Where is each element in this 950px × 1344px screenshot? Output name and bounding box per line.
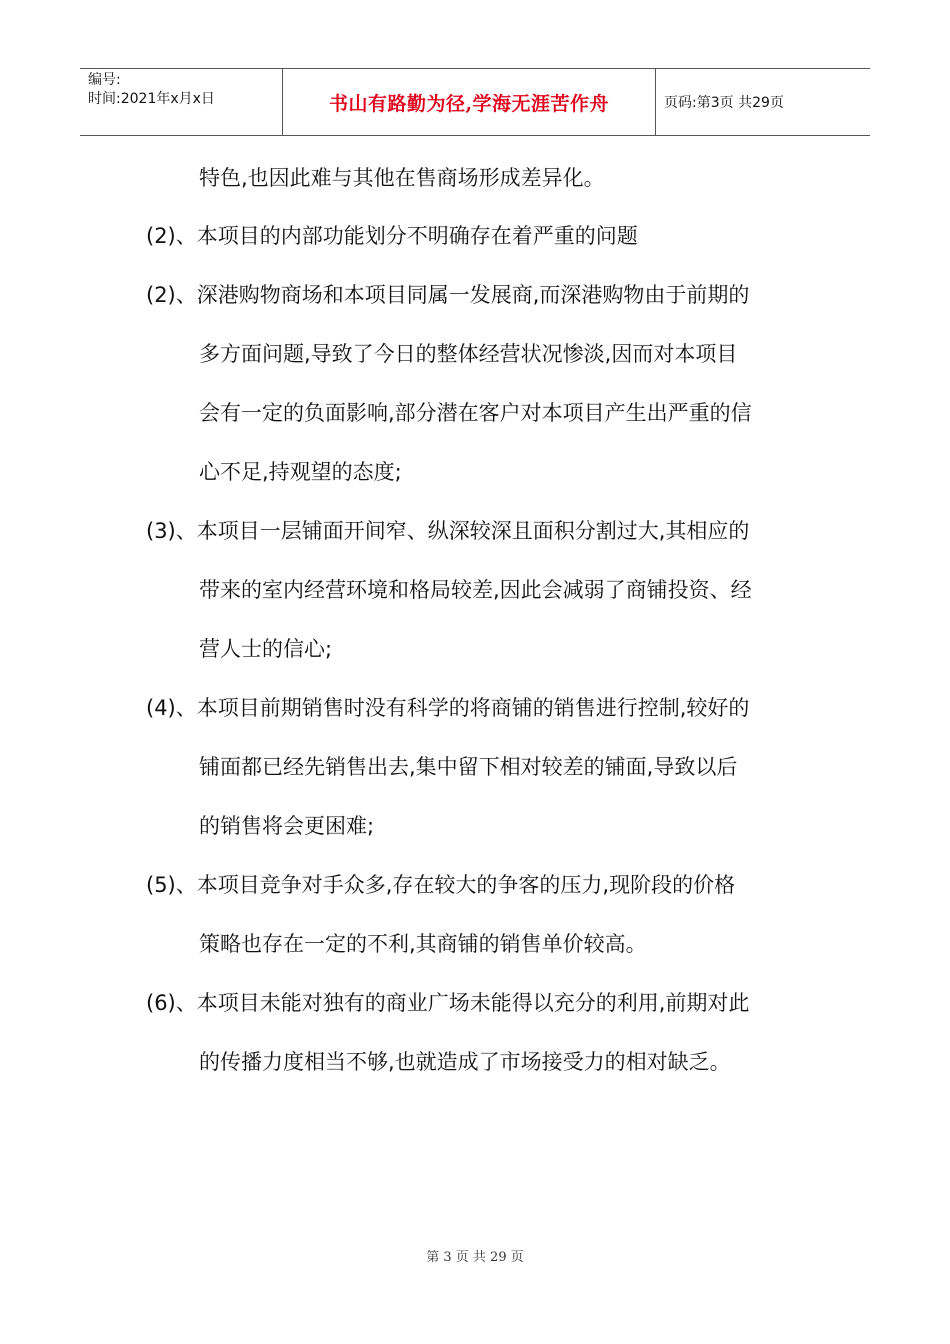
document-number-label: 编号: [88, 72, 121, 88]
body-line: 的传播力度相当不够,也就造成了市场接受力的相对缺乏。 [199, 1050, 731, 1074]
list-item-heading: (4)、本项目前期销售时没有科学的将商铺的销售进行控制,较好的 [146, 696, 750, 720]
header-page-info-cell [656, 69, 870, 135]
page-footer [0, 1246, 950, 1265]
body-line: 带来的室内经营环境和格局较差,因此会减弱了商铺投资、经 [199, 578, 752, 602]
document-date: 时间:2021年x月x日 [88, 91, 215, 107]
header-motto: 书山有路勤为径,学海无涯苦作舟 [328, 92, 610, 115]
list-item-heading: (5)、本项目竞争对手众多,存在较大的争客的压力,现阶段的价格 [146, 873, 736, 897]
body-line: 多方面问题,导致了今日的整体经营状况惨淡,因而对本项目 [199, 342, 738, 366]
body-line: 营人士的信心; [199, 637, 333, 661]
body-line: 特色,也因此难与其他在售商场形成差异化。 [199, 166, 605, 190]
footer-page-number: 第 3 页 共 29 页 [426, 1250, 524, 1265]
header-page-info: 页码:第3页 共29页 [664, 95, 784, 111]
list-item-heading: (6)、本项目未能对独有的商业广场未能得以充分的利用,前期对此 [146, 991, 750, 1015]
body-line: 会有一定的负面影响,部分潜在客户对本项目产生出严重的信 [199, 401, 752, 425]
list-item-heading: (2)、深港购物商场和本项目同属一发展商,而深港购物由于前期的 [146, 283, 750, 307]
body-line: 的销售将会更困难; [199, 814, 375, 838]
body-line: 铺面都已经先销售出去,集中留下相对较差的铺面,导致以后 [199, 755, 738, 779]
page-header [80, 68, 870, 136]
list-item-heading: (2)、本项目的内部功能划分不明确存在着严重的问题 [146, 224, 638, 248]
list-item-heading: (3)、本项目一层铺面开间窄、纵深较深且面积分割过大,其相应的 [146, 519, 750, 543]
body-line: 心不足,持观望的态度; [199, 460, 402, 484]
body-line: 策略也存在一定的不利,其商铺的销售单价较高。 [199, 932, 647, 956]
header-motto-cell [282, 69, 656, 135]
header-meta [80, 69, 282, 135]
